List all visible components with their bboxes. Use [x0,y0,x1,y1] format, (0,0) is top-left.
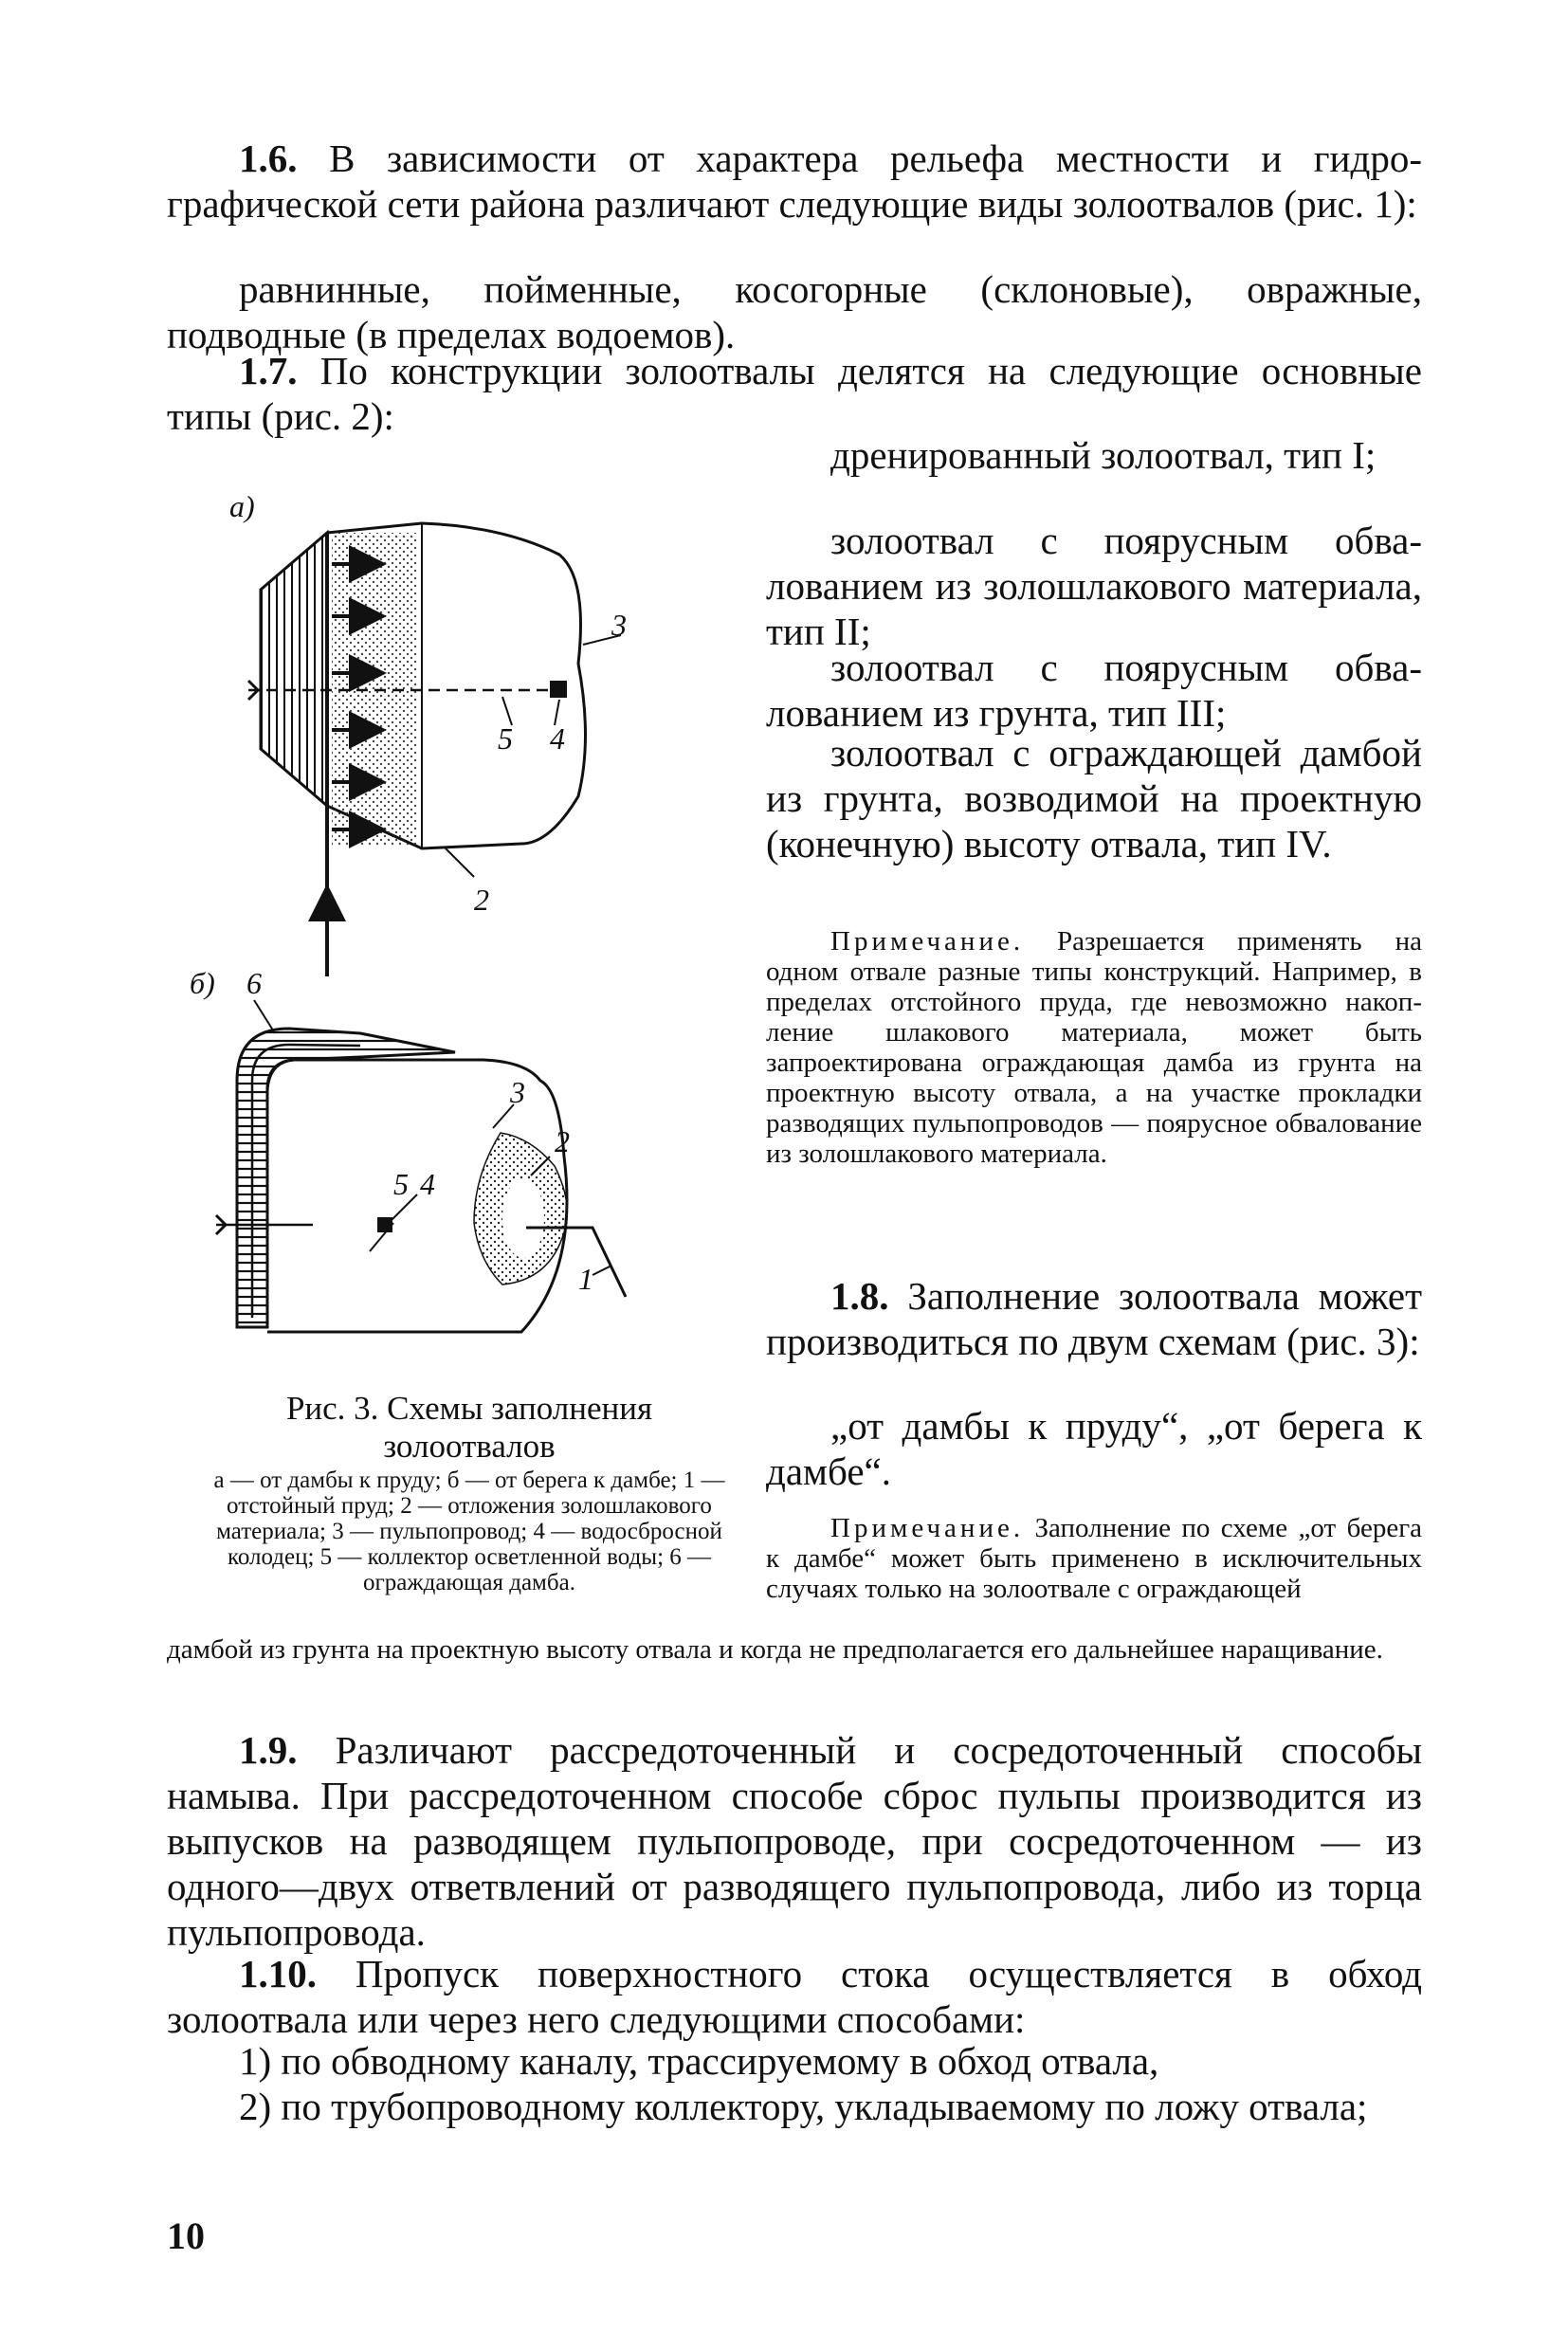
note-text: Заполнение по схеме „от берега к дамбе“ может быть применено в исключительных случаях только на золоотвале с ограждающей [766,1513,1423,1604]
paragraph-text: Пропуск поверхностного стока осуществляется в обход золоотвала или через него следующими способами: [167,1952,1422,2041]
type-item-2 [766,518,1422,654]
label-b: б) [190,966,215,1000]
type-text: золоотвал с поярусным обвалованием из грунта, тип III; [766,646,1422,735]
label-a-4: 4 [550,721,565,756]
well-a [550,681,567,698]
label-b-5: 5 [393,1167,409,1201]
paragraph-number: 1.6. [239,137,298,180]
label-a-2: 2 [474,883,489,917]
label-a-3: 3 [611,608,627,642]
paragraph-1-6-list [167,266,1422,357]
paragraph-number: 1.7. [239,349,298,392]
paragraph-number: 1.9. [239,1728,298,1772]
list-text: 1) по обводному каналу, трассируемому в обход отвала, [239,2039,1159,2083]
list-text: 2) по трубопроводному коллектору, укладываемому по ложу отвала; [239,2085,1368,2128]
list-item-2 [167,2084,1422,2129]
paragraph-text: Различают рассредоточенный и сосредоточенный способы намыва. При рассредоточенном способе сброс пульпы производится из выпусков на разводящем пульпопроводе, при сосредоточенном — из одного—двух ответвлений от разводящего пульпопровода, либо из торца пульпопровода. [167,1728,1422,1954]
paragraph-text: равнинные, пойменные, косогорные (склоновые), овражные, подводные (в пределах водоемов). [167,267,1422,356]
label-a: а) [229,489,255,523]
well-b [377,1217,392,1232]
note-label: Примечание. [830,926,1025,957]
label-b-2: 2 [555,1124,570,1158]
paragraph-1-6 [167,136,1422,227]
note-text: Разрешается применять на одном отвале разные типы конструкций. Например, в пределах отстойного пруда, где невозможно накопление шлакового материала, может быть запроектирована ограждающая дамба из грунта на проектную высоту отвала, а на участке прокладки разводящих пульпопроводов — поярусное обвалование из золошлакового материала. [766,926,1422,1169]
figure-3-diagram [190,474,749,1384]
type-text: золоотвал с ограждающей дамбой из грунта, возводимой на проектную (конечную) высоту отвала, тип IV. [766,731,1422,866]
type-text: золоотвал с поярусным обвалованием из золошлакового материала, тип II; [766,519,1422,653]
paragraph-1-8-schemes [766,1403,1422,1494]
type-item-1 [766,432,1422,478]
list-item-1 [167,2038,1422,2084]
note-1 [766,926,1422,1169]
label-a-5: 5 [498,721,513,756]
paragraph-number: 1.8. [830,1274,889,1318]
label-b-1: 1 [578,1262,593,1296]
label-b-4: 4 [420,1167,435,1201]
paragraph-text: Заполнение золоотвала может производиться по двум схемам (рис. 3): [766,1274,1423,1363]
label-b-6: 6 [246,966,262,1000]
paragraph-number: 1.10. [239,1952,317,1996]
paragraph-1-7 [167,348,1422,439]
note-2-part-2 [167,1634,1422,1665]
paragraph-1-9 [167,1727,1422,1955]
paragraph-text: „от дамбы к пруду“, „от берега к дамбе“. [766,1404,1422,1493]
type-item-3 [766,645,1422,736]
dam-trapezoid [261,533,327,806]
note-2-part-1 [766,1513,1422,1604]
type-item-4 [766,730,1422,866]
page-number: 10 [167,2214,205,2257]
note-label: Примечание. [830,1513,1025,1543]
paragraph-1-10 [167,1951,1422,2042]
label-b-3: 3 [510,1075,525,1109]
paragraph-1-8 [766,1273,1422,1364]
paragraph-text: По конструкции золоотвалы делятся на следующие основные типы (рис. 2): [167,349,1422,438]
type-text: дренированный золоотвал, тип I; [830,433,1377,477]
figure-caption-body: а — от дамбы к пруду; б — от берега к дамбе; 1 — отстойный пруд; 2 — отложения золошлакового материала; 3 — пульпопровод; 4 — водосбросной колодец; 5 — коллектор осветленной воды; 6 — ограждающая дамба. [213,1467,725,1595]
paragraph-text: В зависимости от характера рельефа местности и гидрографической сети района различают следующие виды золоотвалов (рис. 1): [167,137,1423,226]
note-text: дамбой из грунта на проектную высоту отвала и когда не предполагается его дальнейшее наращивание. [167,1634,1383,1665]
figure-caption-title: Рис. 3. Схемы заполнения золоотвалов [285,1390,653,1465]
